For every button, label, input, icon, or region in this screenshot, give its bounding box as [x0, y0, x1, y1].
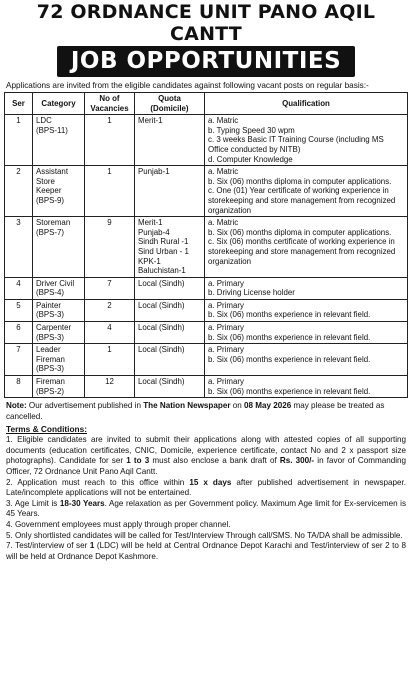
cell-category — [33, 277, 85, 299]
category-line: (BPS-7) — [36, 227, 65, 237]
organization-title: 72 ORDNANCE UNIT PANO AQIL CANTT — [36, 1, 376, 45]
col-header-ser: Ser — [5, 93, 33, 115]
category-line: (BPS-3) — [36, 332, 65, 342]
category-line: (BPS-4) — [36, 288, 65, 298]
term-item — [6, 531, 406, 542]
category-line: (BPS-9) — [36, 195, 65, 205]
cell-category — [33, 322, 85, 344]
cell-qualification — [205, 344, 408, 376]
cell-vacancies: 4 — [85, 322, 135, 344]
term-text: after published advertisement in newspaper. Late/incomplete applications will not be entertained. — [6, 477, 406, 498]
category-line: Keeper — [36, 186, 62, 196]
cell-vacancies: 1 — [85, 344, 135, 376]
quota-line: Local (Sindh) — [138, 300, 185, 310]
table-row — [5, 115, 408, 166]
table-row — [5, 376, 408, 398]
term-text: . Age relaxation as per Government policy. Maximum Age limit for Ex-servicemen is 45 Years. — [6, 498, 406, 519]
col-header-category: Category — [33, 93, 85, 115]
cell-vacancies: 7 — [85, 277, 135, 299]
term-text: must also enclose a bank draft of — [149, 456, 280, 466]
cell-quota — [135, 322, 205, 344]
quota-line: Sindh Rural -1 — [138, 237, 189, 247]
qualification-line: a. Matric — [208, 167, 239, 177]
table-row — [5, 166, 408, 217]
cell-vacancies: 12 — [85, 376, 135, 398]
quota-line: Merit-1 — [138, 218, 163, 228]
cell-qualification — [205, 115, 408, 166]
note-newspaper: The Nation Newspaper — [143, 401, 231, 411]
note-date: 08 May 2026 — [243, 401, 292, 411]
category-line: (BPS-2) — [36, 386, 65, 396]
quota-line: Merit-1 — [138, 116, 163, 126]
quota-line: Punjab-4 — [138, 227, 170, 237]
cell-ser: 3 — [5, 217, 33, 278]
cell-qualification — [205, 299, 408, 321]
quota-line: Sind Urban - 1 — [138, 246, 189, 256]
category-line: Leader — [36, 345, 61, 355]
quota-line: KPK-1 — [138, 256, 161, 266]
quota-line: Local (Sindh) — [138, 345, 185, 355]
cell-category — [33, 376, 85, 398]
cell-quota — [135, 217, 205, 278]
vacancy-table-body — [5, 115, 408, 398]
term-item — [6, 499, 406, 520]
note-text-mid: on — [230, 401, 244, 411]
term-emphasis: 1 to 3 — [126, 456, 150, 466]
term-emphasis: Rs. 300/- — [279, 456, 315, 466]
vacancy-table — [4, 92, 408, 398]
term-item — [6, 541, 406, 562]
terms-list — [6, 435, 406, 562]
table-row — [5, 344, 408, 376]
category-line: Painter — [36, 300, 62, 310]
cell-quota — [135, 344, 205, 376]
cell-ser: 4 — [5, 277, 33, 299]
cell-quota — [135, 115, 205, 166]
cell-qualification — [205, 376, 408, 398]
qualification-line: c. 3 weeks Basic IT Training Course (including MS Office conducted by NITB) — [208, 135, 384, 154]
quota-line: Local (Sindh) — [138, 278, 185, 288]
qualification-line: b. Six (06) months experience in relevant field. — [208, 386, 371, 396]
cell-ser: 2 — [5, 166, 33, 217]
cell-category — [33, 299, 85, 321]
category-line: Fireman — [36, 377, 65, 387]
table-row — [5, 299, 408, 321]
advertisement-page — [0, 1, 412, 686]
qualification-line: a. Primary — [208, 278, 244, 288]
cell-quota — [135, 376, 205, 398]
cell-quota — [135, 299, 205, 321]
cell-ser: 8 — [5, 376, 33, 398]
category-line: (BPS-3) — [36, 364, 65, 374]
term-text: 2. Application must reach to this office within — [6, 477, 190, 487]
category-line: (BPS-11) — [36, 125, 68, 135]
cell-category — [33, 344, 85, 376]
qualification-line: a. Matric — [208, 218, 239, 228]
term-text: in favor of Commanding Officer, 72 Ordnance Unit Pano Aqil Cantt. — [6, 456, 406, 476]
table-row — [5, 322, 408, 344]
cell-category — [33, 115, 85, 166]
cancellation-note — [6, 401, 406, 422]
table-row — [5, 277, 408, 299]
category-line: (BPS-3) — [36, 310, 65, 320]
qualification-line: c. Six (06) months certificate of working experience in storekeeping and store management from recognized organization — [208, 237, 396, 266]
qualification-line: b. Six (06) months experience in relevant field. — [208, 310, 371, 320]
qualification-line: a. Matric — [208, 116, 239, 126]
note-text-after: may please be treated as cancelled. — [6, 401, 385, 421]
category-line: Fireman — [36, 354, 65, 364]
qualification-line: a. Primary — [208, 377, 244, 387]
cell-category — [33, 166, 85, 217]
table-row — [5, 217, 408, 278]
cell-vacancies: 1 — [85, 166, 135, 217]
cell-ser: 7 — [5, 344, 33, 376]
qualification-line: a. Primary — [208, 323, 244, 333]
cell-quota — [135, 277, 205, 299]
term-text: 1. Eligible candidates are invited to submit their applications along with attested copies of all supporting documents (education certificates, CNIC, Domicile, experience certificate, contact No and 2 x passport size photographs). Candidate for ser — [6, 435, 406, 466]
quota-line: Local (Sindh) — [138, 377, 185, 387]
term-item — [6, 435, 406, 477]
term-text: 4. Government employees must apply through proper channel. — [6, 519, 231, 529]
term-emphasis: 1 — [89, 541, 95, 551]
cell-qualification — [205, 166, 408, 217]
col-header-qualification: Qualification — [205, 93, 408, 115]
category-line: Assistant — [36, 167, 69, 177]
term-text: 5. Only shortlisted candidates will be called for Test/Interview Through call/SMS. No TA/DA shall be admissible. — [6, 530, 403, 540]
qualification-line: c. One (01) Year certificate of working experience in storekeeping and store management from recognized organization — [208, 186, 396, 215]
category-line: LDC — [36, 116, 52, 126]
qualification-line: b. Six (06) months diploma in computer applications. — [208, 176, 392, 186]
cell-vacancies: 1 — [85, 115, 135, 166]
quota-line: Local (Sindh) — [138, 323, 185, 333]
cell-qualification — [205, 322, 408, 344]
qualification-line: b. Six (06) months experience in relevant field. — [208, 354, 371, 364]
category-line: Store — [36, 176, 55, 186]
cell-ser: 5 — [5, 299, 33, 321]
cell-qualification — [205, 277, 408, 299]
term-emphasis: 15 x days — [189, 477, 232, 487]
cell-ser: 1 — [5, 115, 33, 166]
term-text: 3. Age Limit is — [6, 498, 60, 508]
terms-title: Terms & Conditions: — [6, 424, 87, 435]
term-emphasis: 18-30 Years — [59, 498, 105, 508]
qualification-line: b. Typing Speed 30 wpm — [208, 125, 295, 135]
quota-line: Punjab-1 — [138, 167, 170, 177]
vacancy-table-header — [5, 93, 408, 115]
intro-text: Applications are invited from the eligible candidates against following vacant posts on regular basis:- — [6, 81, 369, 90]
category-line: Driver Civil — [36, 278, 75, 288]
qualification-line: b. Six (06) months experience in relevant field. — [208, 332, 371, 342]
cell-qualification — [205, 217, 408, 278]
qualification-line: d. Computer Knowledge — [208, 154, 293, 164]
qualification-line: a. Primary — [208, 300, 244, 310]
term-text: (LDC) will be held at Central Ordnance Depot Karachi and Test/interview of ser 2 to 8 will be held at Ordnance Depot Kashmore. — [6, 541, 406, 561]
cell-ser: 6 — [5, 322, 33, 344]
qualification-line: b. Six (06) months diploma in computer applications. — [208, 227, 392, 237]
col-header-vacancies: No of Vacancies — [85, 93, 135, 115]
cell-quota — [135, 166, 205, 217]
category-line: Carpenter — [36, 323, 72, 333]
qualification-line: a. Primary — [208, 345, 244, 355]
cell-vacancies: 9 — [85, 217, 135, 278]
cell-category — [33, 217, 85, 278]
quota-line: Baluchistan-1 — [138, 266, 186, 276]
col-header-quota: Quota (Domicile) — [135, 93, 205, 115]
note-text-before: Our advertisement published in — [26, 401, 144, 411]
note-label: Note: — [6, 401, 27, 411]
term-item — [6, 478, 406, 499]
qualification-line: b. Driving License holder — [208, 288, 295, 298]
job-opportunities-banner: JOB OPPORTUNITIES — [57, 46, 355, 77]
category-line: Storeman — [36, 218, 71, 228]
term-text: 7. Test/interview of ser — [6, 541, 90, 551]
banner-wrap — [4, 46, 408, 77]
term-item — [6, 520, 406, 531]
cell-vacancies: 2 — [85, 299, 135, 321]
